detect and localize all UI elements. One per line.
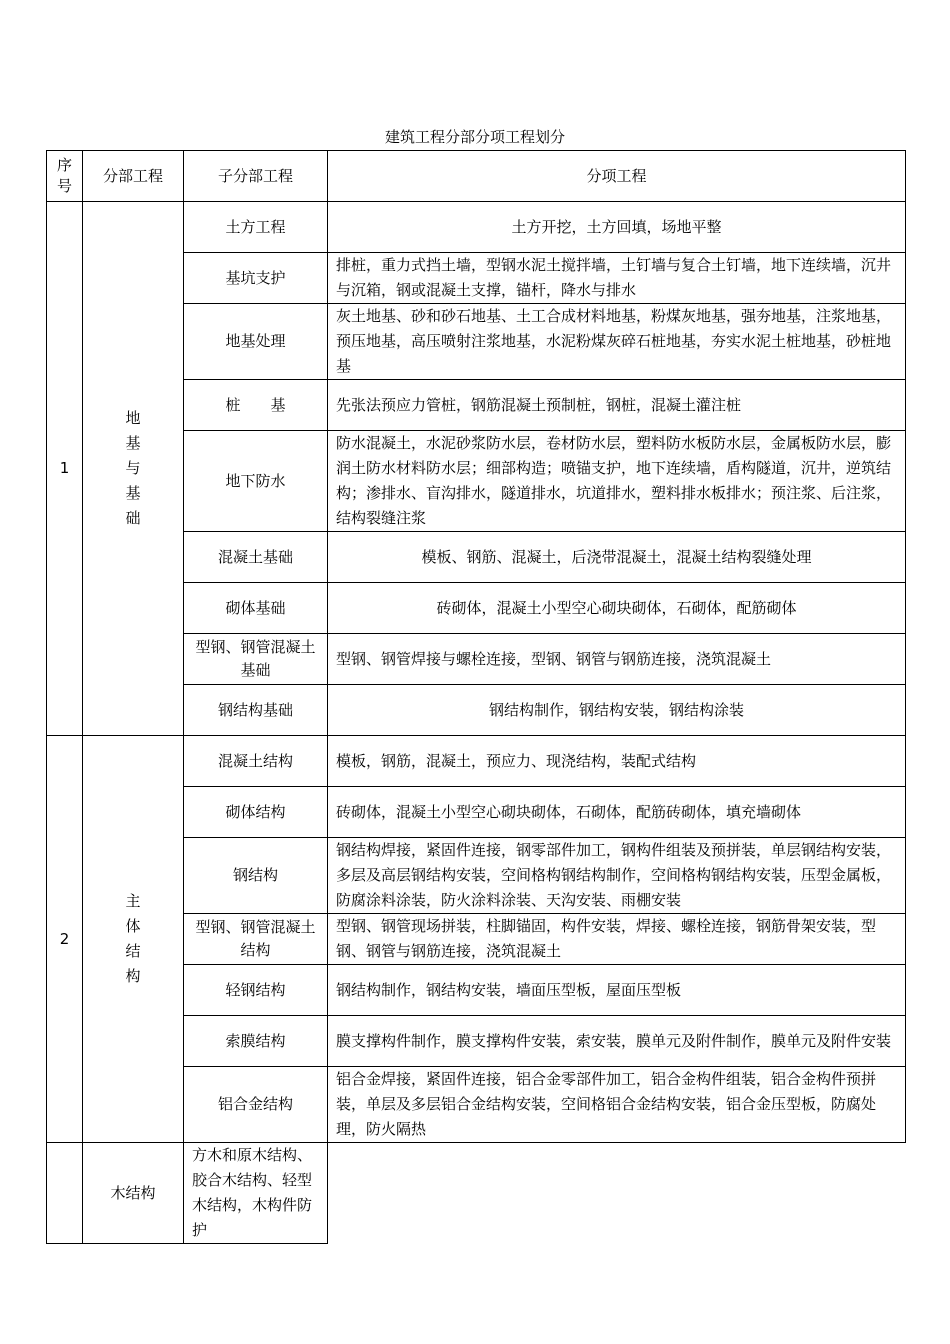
subdivision-cell: 土方工程 xyxy=(184,202,328,253)
items-cell: 膜支撑构件制作，膜支撑构件安装，索安装，膜单元及附件制作，膜单元及附件安装 xyxy=(328,1016,906,1067)
items-cell: 先张法预应力管桩，钢筋混凝土预制桩，钢桩，混凝土灌注桩 xyxy=(328,380,906,431)
subdivision-cell: 轻钢结构 xyxy=(184,965,328,1016)
division-cell: 地基与基础 xyxy=(83,202,184,736)
division-table xyxy=(46,150,906,1244)
page-title: 建筑工程分部分项工程划分 xyxy=(384,128,565,146)
seq-cell: 1 xyxy=(47,202,83,736)
subdivision-cell: 基坑支护 xyxy=(184,253,328,304)
table-row xyxy=(47,202,906,253)
items-cell: 钢结构焊接，紧固件连接，钢零部件加工，钢构件组装及预拼装，单层钢结构安装，多层及高层钢结构安装，空间格构钢结构制作，空间格构钢结构安装，压型金属板，防腐涂料涂装，防火涂料涂装、天沟安装、雨棚安装 xyxy=(328,838,906,914)
subdivision-cell: 地基处理 xyxy=(184,304,328,380)
subdivision-cell: 索膜结构 xyxy=(184,1016,328,1067)
items-cell: 模板、钢筋、混凝土，后浇带混凝土，混凝土结构裂缝处理 xyxy=(328,532,906,583)
items-cell: 灰土地基、砂和砂石地基、土工合成材料地基，粉煤灰地基，强夯地基，注浆地基，预压地基，高压喷射注浆地基，水泥粉煤灰碎石桩地基，夯实水泥土桩地基，砂桩地基 xyxy=(328,304,906,380)
items-cell: 型钢、钢管焊接与螺栓连接，型钢、钢管与钢筋连接，浇筑混凝土 xyxy=(328,634,906,685)
subdivision-cell: 砌体基础 xyxy=(184,583,328,634)
subdivision-cell: 桩 基 xyxy=(184,380,328,431)
header-seq: 序号 xyxy=(47,151,83,202)
items-cell: 防水混凝土，水泥砂浆防水层，卷材防水层，塑料防水板防水层，金属板防水层，膨润土防水材料防水层；细部构造；喷锚支护，地下连续墙，盾构隧道，沉井，逆筑结构；渗排水、盲沟排水，隧道排水，坑道排水，塑料排水板排水；预注浆、后注浆，结构裂缝注浆 xyxy=(328,431,906,532)
items-cell: 砖砌体，混凝土小型空心砌块砌体，石砌体，配筋砌体 xyxy=(328,583,906,634)
subdivision-cell: 型钢、钢管混凝土基础 xyxy=(184,634,328,685)
subdivision-cell: 地下防水 xyxy=(184,431,328,532)
header-items: 分项工程 xyxy=(328,151,906,202)
items-cell: 型钢、钢管现场拼装，柱脚锚固，构件安装，焊接、螺栓连接，钢筋骨架安装，型钢、钢管与钢筋连接，浇筑混凝土 xyxy=(328,914,906,965)
header-division: 分部工程 xyxy=(83,151,184,202)
header-row xyxy=(47,151,906,202)
division-cell: 主体结构 xyxy=(83,736,184,1143)
items-cell: 方木和原木结构、胶合木结构、轻型木结构，木构件防护 xyxy=(184,1143,328,1244)
table-row xyxy=(47,736,906,787)
subdivision-cell: 型钢、钢管混凝土结构 xyxy=(184,914,328,965)
subdivision-cell: 混凝土结构 xyxy=(184,736,328,787)
items-cell: 砖砌体，混凝土小型空心砌块砌体，石砌体，配筋砖砌体，填充墙砌体 xyxy=(328,787,906,838)
items-cell: 钢结构制作，钢结构安装，钢结构涂装 xyxy=(328,685,906,736)
items-cell: 排桩，重力式挡土墙，型钢水泥土搅拌墙，土钉墙与复合土钉墙，地下连续墙，沉井与沉箱，钢或混凝土支撑，锚杆，降水与排水 xyxy=(328,253,906,304)
subdivision-cell: 铝合金结构 xyxy=(184,1067,328,1143)
seq-cell: 2 xyxy=(47,736,83,1143)
items-cell: 土方开挖，土方回填，场地平整 xyxy=(328,202,906,253)
empty-seq-cell xyxy=(47,1143,83,1244)
items-cell: 钢结构制作，钢结构安装，墙面压型板，屋面压型板 xyxy=(328,965,906,1016)
subdivision-cell: 砌体结构 xyxy=(184,787,328,838)
subdivision-cell: 木结构 xyxy=(83,1143,184,1244)
subdivision-cell: 混凝土基础 xyxy=(184,532,328,583)
table-row xyxy=(47,1143,906,1244)
header-subdivision: 子分部工程 xyxy=(184,151,328,202)
items-cell: 模板，钢筋，混凝土，预应力、现浇结构，装配式结构 xyxy=(328,736,906,787)
subdivision-cell: 钢结构 xyxy=(184,838,328,914)
items-cell: 铝合金焊接，紧固件连接，铝合金零部件加工，铝合金构件组装，铝合金构件预拼装，单层及多层铝合金结构安装，空间格铝合金结构安装，铝合金压型板，防腐处理，防火隔热 xyxy=(328,1067,906,1143)
subdivision-cell: 钢结构基础 xyxy=(184,685,328,736)
